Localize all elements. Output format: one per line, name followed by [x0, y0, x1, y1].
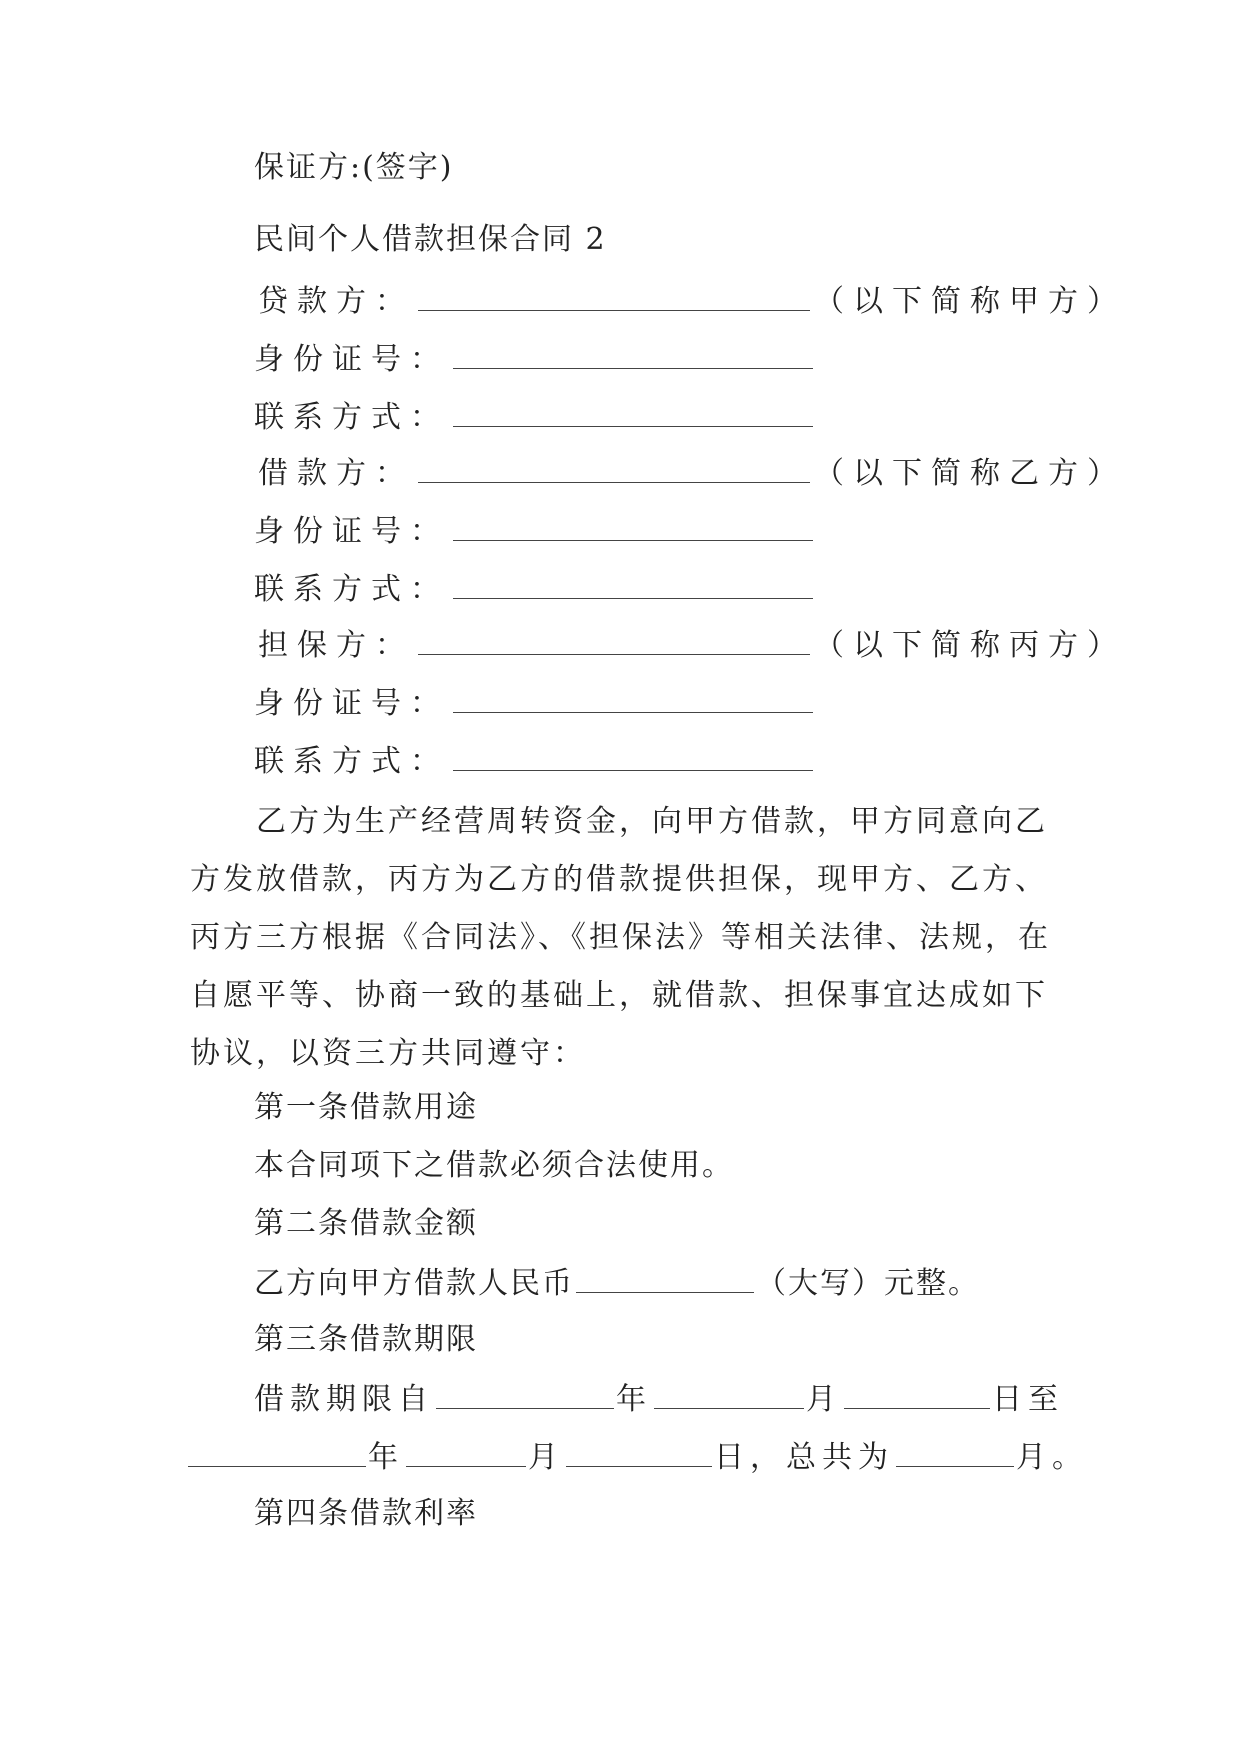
article-3-title: 第三条借款期限 — [254, 1322, 478, 1357]
guarantor-abbrev: （以下简称丙方） — [814, 628, 1126, 663]
borrower-contact-label: 联系方式： — [254, 572, 449, 607]
guarantor-name-blank[interactable] — [418, 624, 810, 655]
preamble-paragraph: 乙方为生产经营周转资金，向甲方借款，甲方同意向乙方发放借款，丙方为乙方的借款提供担保，现甲方、乙方、丙方三方根据《合同法》、《担保法》等相关法律、法规，在自愿平等、协商一致的基础上，就借款、担保事宜达成如下协议，以资三方共同遵守： — [190, 804, 1051, 1071]
borrower-id-label: 身份证号： — [254, 514, 449, 549]
lender-id-line — [254, 338, 817, 380]
total-months-blank[interactable] — [896, 1436, 1014, 1467]
total-label: 日，总共为 — [714, 1440, 894, 1475]
start-day-to-label: 日至 — [992, 1382, 1064, 1417]
borrower-abbrev: （以下简称乙方） — [814, 456, 1126, 491]
guarantor-contact-blank[interactable] — [453, 740, 813, 771]
article-2-body — [254, 1262, 980, 1304]
borrower-id-line — [254, 510, 817, 552]
end-month-label: 月 — [528, 1440, 564, 1475]
article-1-title: 第一条借款用途 — [254, 1090, 478, 1125]
end-day-blank[interactable] — [566, 1436, 712, 1467]
borrower-label: 借款方： — [258, 456, 414, 491]
guarantor-id-line — [254, 682, 817, 724]
borrower-name-blank[interactable] — [418, 452, 810, 483]
guarantor-line — [258, 624, 1126, 666]
lender-line — [258, 280, 1126, 322]
start-day-blank[interactable] — [844, 1378, 990, 1409]
amount-suffix: （大写）元整。 — [756, 1266, 980, 1301]
article-3-body-line2 — [188, 1436, 1088, 1478]
term-from-label: 借款期限自 — [254, 1382, 434, 1417]
borrower-contact-line — [254, 568, 817, 610]
lender-name-blank[interactable] — [418, 280, 810, 311]
guarantor-label: 担保方： — [258, 628, 414, 663]
lender-abbrev: （以下简称甲方） — [814, 284, 1126, 319]
guarantor-id-blank[interactable] — [453, 682, 813, 713]
article-2-title: 第二条借款金额 — [254, 1206, 478, 1241]
amount-blank[interactable] — [576, 1262, 754, 1293]
article-4-title: 第四条借款利率 — [254, 1496, 478, 1531]
borrower-contact-blank[interactable] — [453, 568, 813, 599]
guarantor-contact-label: 联系方式： — [254, 744, 449, 779]
lender-contact-blank[interactable] — [453, 396, 813, 427]
guarantor-id-label: 身份证号： — [254, 686, 449, 721]
borrower-line — [258, 452, 1126, 494]
start-month-blank[interactable] — [654, 1378, 804, 1409]
end-year-label: 年 — [368, 1440, 404, 1475]
article-1-body: 本合同项下之借款必须合法使用。 — [254, 1148, 734, 1183]
end-year-blank[interactable] — [188, 1436, 366, 1467]
lender-id-label: 身份证号： — [254, 342, 449, 377]
start-year-blank[interactable] — [436, 1378, 614, 1409]
lender-id-blank[interactable] — [453, 338, 813, 369]
contract-title: 民间个人借款担保合同 2 — [254, 222, 607, 257]
borrower-id-blank[interactable] — [453, 510, 813, 541]
end-month-blank[interactable] — [406, 1436, 526, 1467]
lender-contact-label: 联系方式： — [254, 400, 449, 435]
total-months-label: 月。 — [1016, 1440, 1088, 1475]
article-3-body-line1 — [254, 1378, 1064, 1420]
lender-label: 贷款方： — [258, 284, 414, 319]
guarantor-signature-line: 保证方:(签字) — [254, 150, 454, 185]
amount-prefix: 乙方向甲方借款人民币 — [254, 1266, 574, 1301]
lender-contact-line — [254, 396, 817, 438]
start-year-label: 年 — [616, 1382, 652, 1417]
guarantor-contact-line — [254, 740, 817, 782]
start-month-label: 月 — [806, 1382, 842, 1417]
